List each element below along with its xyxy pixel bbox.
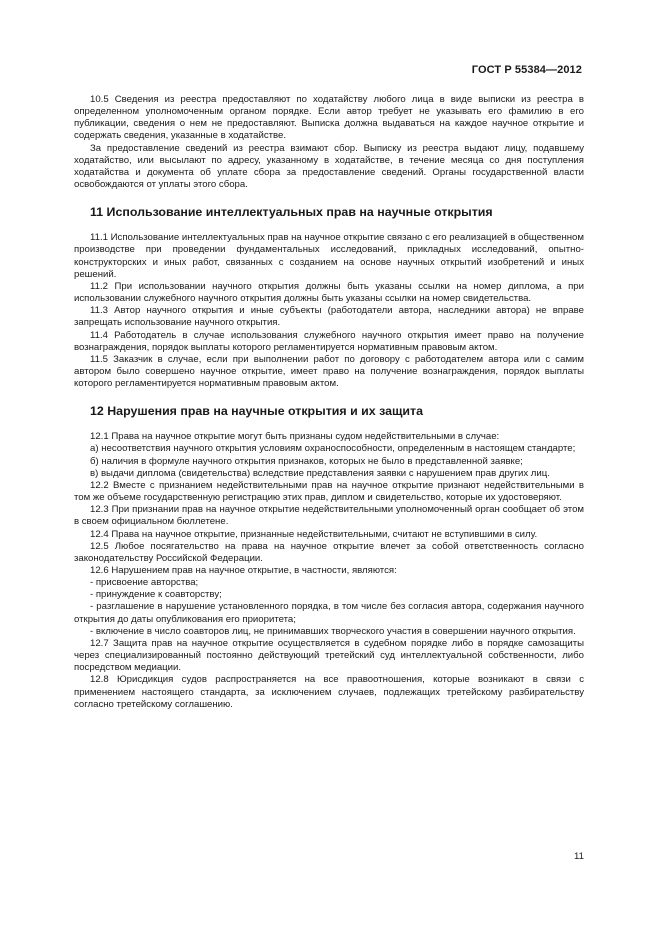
paragraph-12-4: 12.4 Права на научное открытие, признанные недействительными, считают не вступившими в силу. [90,528,538,540]
paragraph-10-5-fee: За предоставление сведений из реестра взимают сбор. Выписку из реестра выдают лицу, подавшему ходатайство, или высылают по адресу, указанному в ходатайстве, в течение месяца со дня поступления ходатайства и документа об уплате сбора за предоставление сведений. Органы государственной власти освобождаются от уплаты этого сбора. [74,142,584,191]
list-item-12-1-b: б) наличия в формуле научного открытия признаков, которых не было в представленной заявке; [90,455,523,467]
paragraph-11-3: 11.3 Автор научного открытия и иные субъекты (работодатели автора, наследники автора) не вправе запрещать использование научного открытия. [74,305,584,329]
paragraph-12-2: 12.2 Вместе с признанием недействительными прав на научное открытие признают недействительными в том же объеме государственную регистрацию этих прав, диплом и свидетельство, которые их удостоверяют. [74,479,584,504]
list-item-12-6-2: - принуждение к соавторству; [90,589,222,601]
paragraph-11-1: 11.1 Использование интеллектуальных прав на научное открытие связано с его реализацией в общественном производстве при проведении фундаментальных исследований, прикладных исследований, опытно-конструкторских и иных работ, связанных с созданием на основе научных открытий изобретений и иных решений. [74,232,584,280]
page-number: 11 [574,851,584,862]
paragraph-12-3: 12.3 При признании прав на научное открытие недействительными уполномоченный орган сообщает об этом в своем официальном бюллетене. [74,504,584,528]
list-item-12-6-3: - разглашение в нарушение установленного порядка, в том числе без согласия автора, содержания научного открытия до даты опубликования его приоритета; [74,601,584,625]
list-item-12-6-4: - включение в число соавторов лиц, не принимавших творческого участия в совершении научного открытия. [90,625,576,637]
paragraph-12-1: 12.1 Права на научное открытие могут быть признаны судом недействительными в случае: [90,431,500,443]
paragraph-12-6: 12.6 Нарушением прав на научное открытие, в частности, являются: [90,565,397,576]
standard-header: ГОСТ Р 55384—2012 [471,64,582,76]
list-item-12-1-a: а) несоответствия научного открытия условиям охраноспособности, определенным в настоящем стандарте; [90,443,576,455]
paragraph-10-5: 10.5 Сведения из реестра предоставляют по ходатайству любого лица в виде выписки из реестра в определенном уполномоченным органом порядке. Если автор требует не указывать его фамилию в его публикации, сведения о нем не предоставляют. Выписка должна выдаваться на каждое научное открытие и содержать сведения, указанные в ходатайстве. [74,94,584,142]
paragraph-12-7: 12.7 Защита прав на научное открытие осуществляется в судебном порядке либо в порядке самозащиты через специализированный постоянно действующий третейский суд интеллектуальной собственности, либо посредством медиации. [74,637,584,674]
list-item-12-1-c: в) выдачи диплома (свидетельства) вследствие представления заявки с нарушением прав других лиц. [90,467,550,479]
paragraph-11-4: 11.4 Работодатель в случае использования служебного научного открытия имеет право на получение вознаграждения, порядок выплаты которого регламентируется нормативным правовым актом. [74,329,584,353]
paragraph-11-2: 11.2 При использовании научного открытия должны быть указаны ссылки на номер диплома, а при использовании служебного научного открытия должны быть указаны ссылки на номер свидетельства. [74,280,584,305]
list-item-12-6-1: - присвоение авторства; [90,577,199,589]
paragraph-11-5: 11.5 Заказчик в случае, если при выполнении работ по договору с работодателем автора или с самим автором было совершено научное открытие, имеет право на получение вознаграждения, порядок выплаты которого регламентируется нормативным правовым актом. [74,353,584,390]
section-11-heading: 11 Использование интеллектуальных прав на научные открытия [90,205,493,220]
paragraph-12-8: 12.8 Юрисдикция судов распространяется на все правоотношения, которые возникают в связи с применением настоящего стандарта, за исключением случаев, подлежащих третейскому разбирательству согласно третейскому соглашению. [74,674,584,710]
paragraph-12-5: 12.5 Любое посягательство на права на научное открытие влечет за собой ответственность согласно законодательству Российской Федерации. [74,540,584,564]
section-12-heading: 12 Нарушения прав на научные открытия и их защита [90,404,423,419]
document-body [74,94,584,711]
